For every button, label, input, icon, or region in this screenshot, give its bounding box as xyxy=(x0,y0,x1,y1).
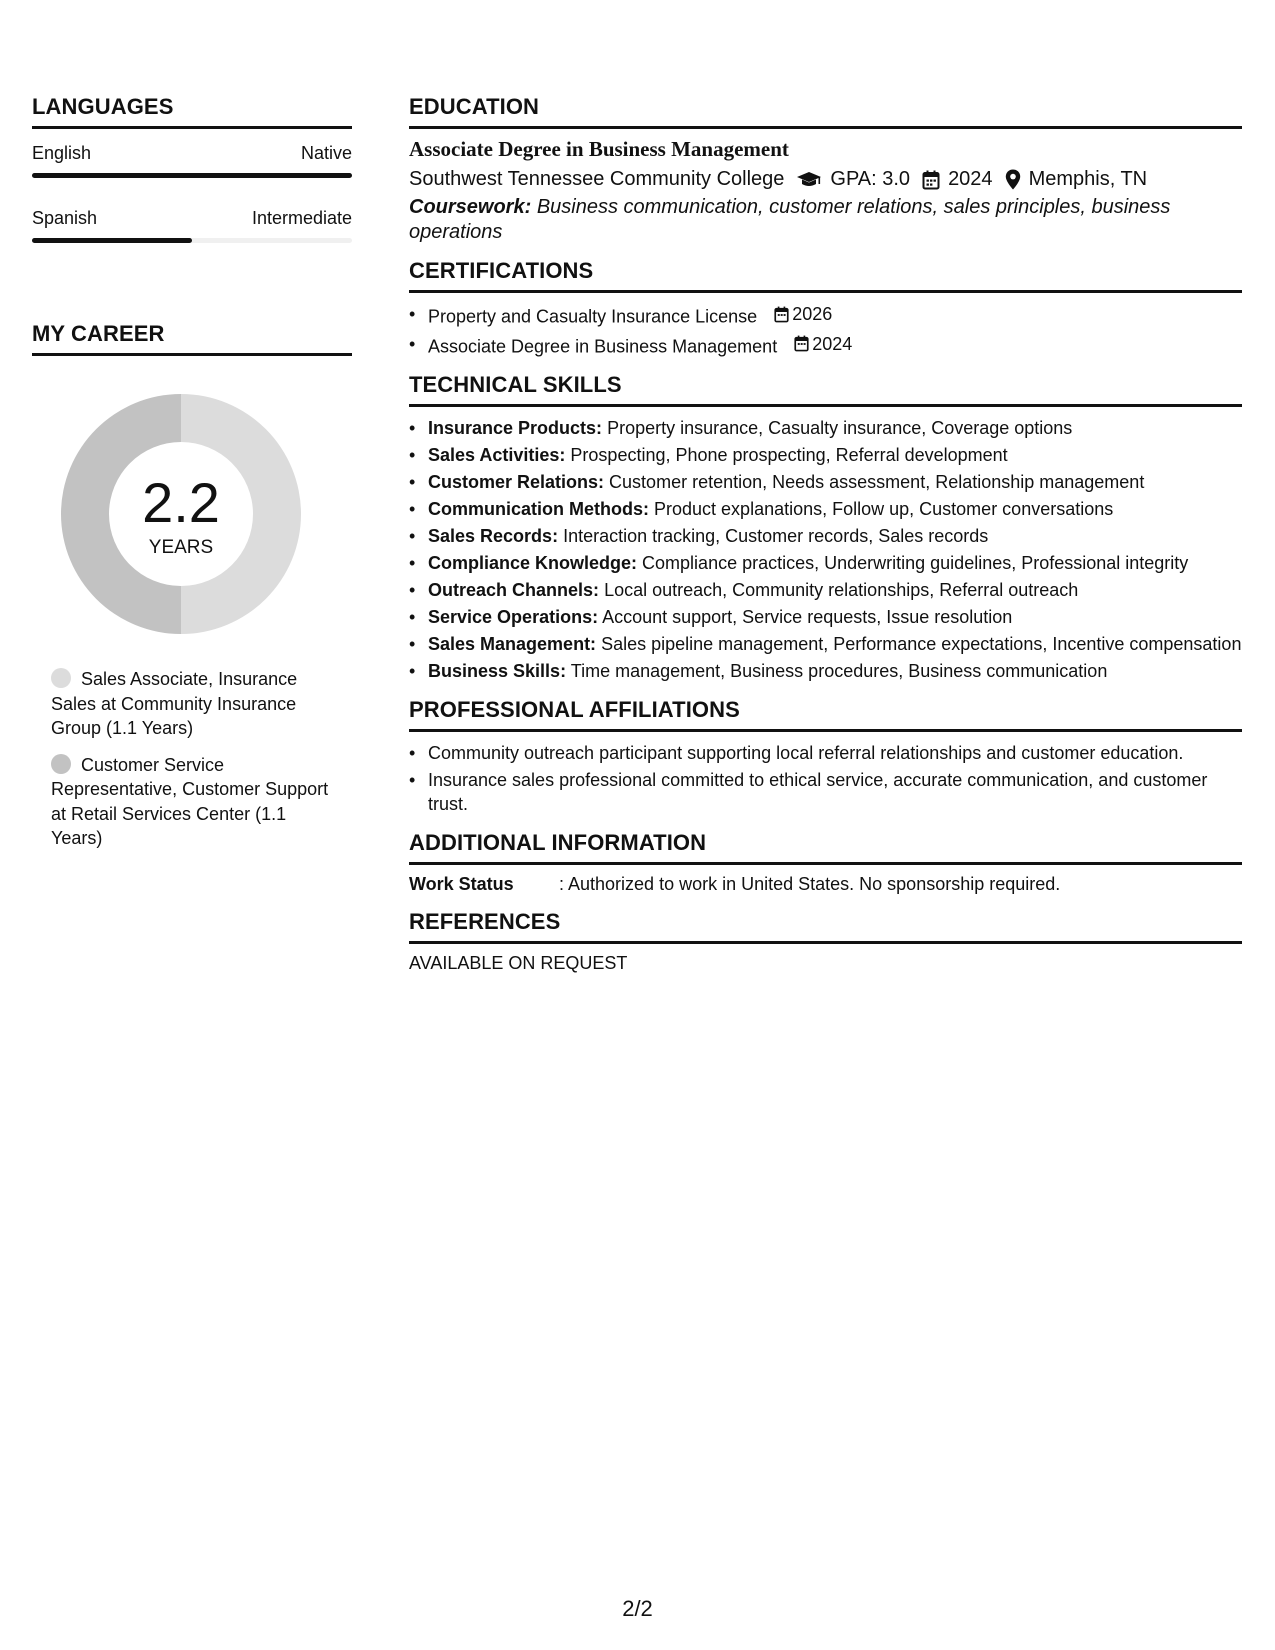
work-status-row xyxy=(409,874,1242,895)
certification-name: Property and Casualty Insurance License xyxy=(428,306,758,327)
affiliations-list xyxy=(409,741,1242,816)
language-level: Intermediate xyxy=(251,208,352,228)
skills-list xyxy=(409,416,1242,683)
skill-item xyxy=(409,497,1242,521)
skill-item xyxy=(409,659,1242,683)
calendar-icon xyxy=(774,306,789,323)
coursework-text: Business communication, customer relations, sales principles, business operations xyxy=(409,196,1171,243)
graduation-cap-icon xyxy=(796,171,822,189)
legend-dot xyxy=(51,668,71,688)
language-item xyxy=(32,143,352,178)
skill-text: Local outreach, Community relationships, Referral outreach xyxy=(604,580,1079,600)
education-year: 2024 xyxy=(948,168,993,190)
career-heading: MY CAREER xyxy=(32,321,352,356)
skill-text: Sales pipeline management, Performance expectations, Incentive compensation xyxy=(601,634,1242,654)
skill-text: Prospecting, Phone prospecting, Referral development xyxy=(570,445,1008,465)
location-pin-icon xyxy=(1005,169,1021,190)
certification-item xyxy=(409,332,1242,359)
skill-item xyxy=(409,551,1242,575)
page-number: 2/2 xyxy=(622,1596,653,1621)
skill-item xyxy=(409,416,1242,440)
references-section xyxy=(409,909,1242,974)
certification-year: 2024 xyxy=(812,333,853,354)
career-donut-chart xyxy=(56,389,306,639)
skill-item xyxy=(409,524,1242,548)
skill-label: Compliance Knowledge: xyxy=(428,553,638,573)
certifications-section xyxy=(409,258,1242,358)
skill-item xyxy=(409,470,1242,494)
skill-label: Customer Relations: xyxy=(428,472,605,492)
certification-name: Associate Degree in Business Management xyxy=(428,336,778,356)
affiliation-item: • Community outreach participant supporting local referral relationships and customer education. xyxy=(409,741,1242,765)
certifications-heading: CERTIFICATIONS xyxy=(409,258,1242,293)
career-section xyxy=(32,321,352,851)
certifications-list xyxy=(409,302,1242,358)
education-coursework xyxy=(409,195,1242,244)
skills-section xyxy=(409,372,1242,683)
affiliation-item: • Insurance sales professional committed to ethical service, accurate communication, and customer trust. xyxy=(409,768,1242,816)
certification-year: 2026 xyxy=(792,304,833,324)
skill-label: Business Skills: xyxy=(428,661,567,681)
career-legend-text: Customer Service Representative, Customer Support at Retail Services Center (1.1 Years) xyxy=(51,754,329,848)
skill-text: Interaction tracking, Customer records, Sales records xyxy=(563,526,989,546)
skill-label: Sales Activities: xyxy=(428,445,566,465)
affiliations-section xyxy=(409,697,1242,816)
language-proficiency-bar xyxy=(32,238,352,243)
affiliations-heading: PROFESSIONAL AFFILIATIONS xyxy=(409,697,1242,732)
language-level: Native xyxy=(300,143,352,163)
calendar-icon xyxy=(794,335,809,352)
career-legend-item xyxy=(51,667,341,741)
skill-item xyxy=(409,632,1242,656)
language-name: English xyxy=(32,143,92,163)
languages-heading: LANGUAGES xyxy=(32,94,352,129)
skills-heading: TECHNICAL SKILLS xyxy=(409,372,1242,407)
certification-item xyxy=(409,302,1242,329)
education-meta xyxy=(409,168,1242,191)
education-section xyxy=(409,94,1242,244)
career-legend-text: Sales Associate, Insurance Sales at Community Insurance Group (1.1 Years) xyxy=(51,669,298,738)
skill-text: Compliance practices, Underwriting guidelines, Professional integrity xyxy=(642,553,1189,573)
skill-item xyxy=(409,578,1242,602)
career-legend-item xyxy=(51,753,341,851)
skill-label: Service Operations: xyxy=(428,607,599,627)
skill-label: Sales Records: xyxy=(428,526,559,546)
references-heading: REFERENCES xyxy=(409,909,1242,944)
education-heading: EDUCATION xyxy=(409,94,1242,129)
skill-item xyxy=(409,443,1242,467)
additional-info-heading: ADDITIONAL INFORMATION xyxy=(409,830,1242,865)
career-total-unit: YEARS xyxy=(148,537,214,558)
additional-info-section xyxy=(409,830,1242,895)
language-name: Spanish xyxy=(32,208,98,228)
skill-label: Communication Methods: xyxy=(428,499,649,519)
career-total-value: 2.2 xyxy=(142,471,220,534)
language-proficiency-fill xyxy=(32,238,192,243)
career-legend xyxy=(51,667,341,851)
education-degree: Associate Degree in Business Management xyxy=(409,137,789,161)
work-status-value: : Authorized to work in United States. No sponsorship required. xyxy=(559,874,1061,894)
skill-text: Time management, Business procedures, Business communication xyxy=(570,661,1108,681)
legend-dot xyxy=(51,754,71,774)
skill-label: Sales Management: xyxy=(428,634,597,654)
education-school: Southwest Tennessee Community College xyxy=(409,168,785,190)
language-item xyxy=(32,208,352,243)
skill-label: Insurance Products: xyxy=(428,418,603,438)
skill-text: Account support, Service requests, Issue resolution xyxy=(602,607,1013,627)
left-column xyxy=(32,94,352,863)
language-proficiency-bar xyxy=(32,173,352,178)
skill-text: Property insurance, Casualty insurance, Coverage options xyxy=(607,418,1073,438)
coursework-label: Coursework: xyxy=(409,196,532,218)
right-column xyxy=(409,94,1242,988)
skill-text: Customer retention, Needs assessment, Relationship management xyxy=(609,472,1145,492)
skill-text: Product explanations, Follow up, Customer conversations xyxy=(654,499,1114,519)
skill-label: Outreach Channels: xyxy=(428,580,600,600)
education-location: Memphis, TN xyxy=(1028,168,1148,190)
language-proficiency-fill xyxy=(32,173,352,178)
calendar-icon xyxy=(922,170,940,190)
education-gpa: GPA: 3.0 xyxy=(830,168,911,190)
references-text: AVAILABLE ON REQUEST xyxy=(409,953,628,973)
skill-item xyxy=(409,605,1242,629)
work-status-key: Work Status xyxy=(409,874,514,894)
